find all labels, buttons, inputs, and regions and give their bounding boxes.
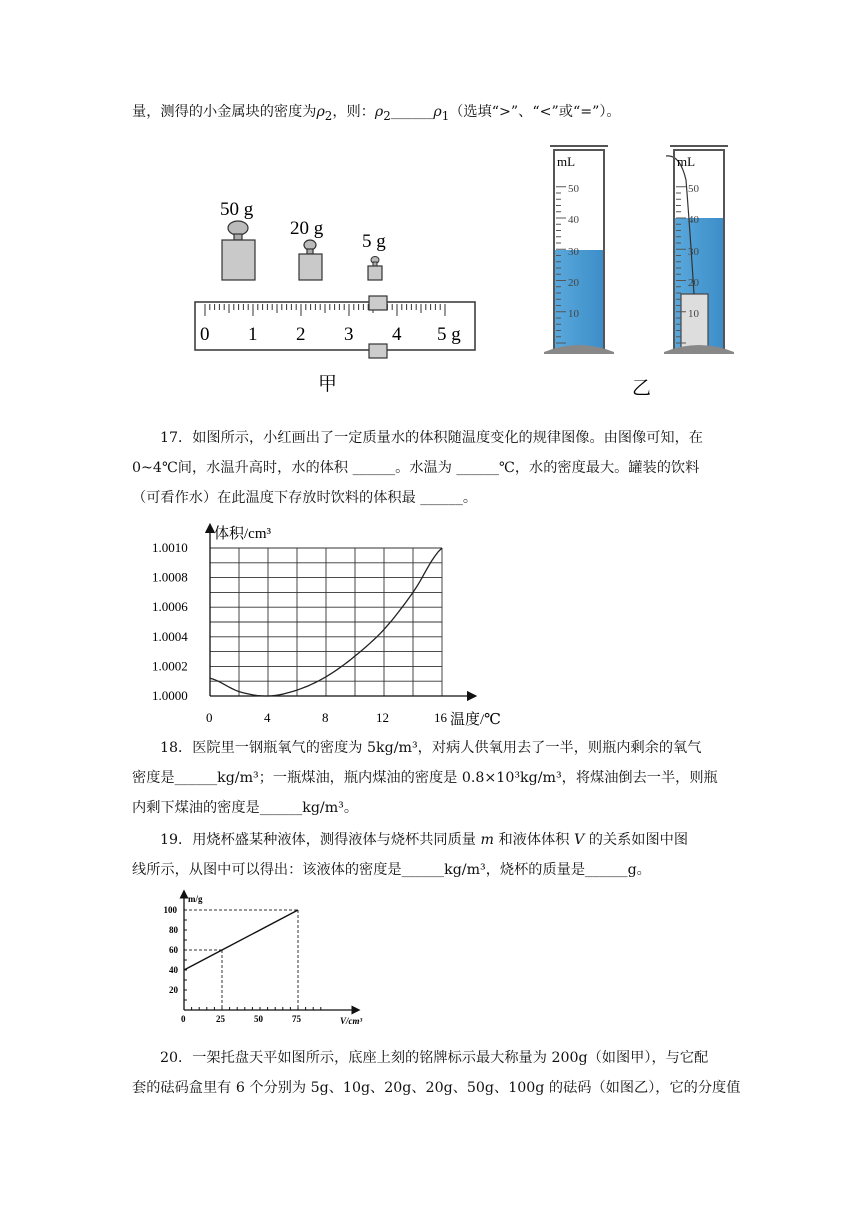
- tick-right-10: 10: [688, 308, 699, 320]
- metal-block: [681, 294, 708, 350]
- ruler-label-0: 0: [200, 324, 210, 345]
- tick-right-30: 30: [688, 246, 699, 258]
- x-tick-label-2: 50: [254, 1014, 263, 1024]
- q18-line2: 密度是______kg/m³；一瓶煤油，瓶内煤油的密度是 0.8×10³kg/m³，将煤油倒去一半，则瓶: [132, 770, 718, 786]
- cylinder-left: [544, 146, 614, 354]
- weight-label-5g: 5 g: [362, 231, 386, 252]
- rho-subscript-1: 1: [441, 108, 450, 123]
- tick-left-40: 40: [568, 214, 579, 226]
- rho-symbol-3: ρ: [433, 104, 442, 120]
- q16-blank[interactable]: ______: [390, 104, 434, 120]
- q17-line3: （可看作水）在此温度下存放时饮料的体积最 ______。: [132, 490, 478, 506]
- x-axis-label: 温度/℃: [450, 712, 501, 728]
- y-tick-label: 1.0010: [152, 540, 188, 555]
- x-tick-label: 0: [206, 710, 213, 725]
- q20-line2: 套的砝码盒里有 6 个分别为 5g、10g、20g、20g、50g、100g 的砝码（如图乙），它的分度值: [132, 1080, 741, 1096]
- figure-jia-balance: [190, 190, 490, 400]
- weight-50g-icon: [222, 221, 255, 280]
- tick-right-20: 20: [688, 277, 699, 289]
- y-tick-label-2: 40: [169, 965, 178, 975]
- q18-line1: 18．医院里一钢瓶氧气的密度为 5kg/m³，对病人供氧用去了一半，则瓶内剩余的氧气: [160, 740, 702, 756]
- q20-line1: 20．一架托盘天平如图所示，底座上刻的铭牌标示最大称量为 200g（如图甲），与它配: [160, 1050, 709, 1066]
- x-axis-label-2: V/cm³: [340, 1016, 363, 1026]
- q17-line1: 17．如图所示，小红画出了一定质量水的体积随温度变化的规律图像。由图像可知，在: [160, 430, 703, 446]
- ruler-label-3: 3: [344, 324, 354, 345]
- ruler-label-1: 1: [248, 324, 258, 345]
- x-tick-label: 8: [322, 710, 329, 725]
- ruler-label-5g: 5 g: [437, 324, 461, 345]
- tick-left-10: 10: [568, 308, 579, 320]
- mass-line: [184, 910, 298, 970]
- x-tick-label: 12: [376, 710, 389, 725]
- caption-jia: 甲: [318, 374, 338, 395]
- y-tick-label-2: 80: [169, 925, 178, 935]
- figure-yi-cylinders: [540, 140, 740, 400]
- tick-right-50: 50: [688, 183, 699, 195]
- q19-text-b: 和液体体积: [493, 832, 574, 848]
- caption-yi: 乙: [632, 378, 652, 399]
- cylinder-right: [664, 146, 734, 354]
- q19-var-m: m: [480, 832, 494, 848]
- volume-temperature-chart: [150, 520, 510, 730]
- y-tick-label: 1.0004: [152, 628, 188, 644]
- q16-line: [132, 102, 621, 126]
- y-tick-label: 1.0006: [152, 599, 188, 615]
- y-tick-label-2: 60: [169, 945, 178, 955]
- y-axis-label-2: m/g: [188, 894, 203, 904]
- rider-top[interactable]: [369, 296, 387, 310]
- y-tick-label: 1.0000: [152, 688, 188, 703]
- tick-left-20: 20: [568, 277, 579, 289]
- weight-20g-icon: [299, 240, 322, 280]
- weight-label-20g: 20 g: [290, 218, 324, 239]
- x-tick-label-2: 0: [181, 1014, 186, 1024]
- q18-line3: 内剩下煤油的密度是______kg/m³。: [132, 800, 359, 816]
- q19-line1: [160, 830, 688, 850]
- q16-text-post: （选填“>”、“<”或“=”）。: [449, 104, 621, 120]
- unit-right: mL: [677, 154, 696, 169]
- tick-right-40: 40: [688, 214, 699, 226]
- mass-volume-chart: [160, 888, 380, 1028]
- tick-left-50: 50: [568, 183, 579, 195]
- q19-line2: 线所示，从图中可以得出：该液体的密度是______kg/m³，烧杯的质量是______g。: [132, 862, 651, 878]
- ruler-label-2: 2: [296, 324, 306, 345]
- rider-bottom[interactable]: [369, 344, 387, 358]
- q19-var-v: V: [573, 832, 585, 848]
- rho-symbol-2: ρ: [374, 104, 384, 120]
- x-tick-label: 16: [434, 710, 447, 725]
- weight-5g-icon: [368, 257, 382, 281]
- y-tick-label-2: 20: [169, 985, 178, 995]
- x-tick-label: 4: [264, 710, 271, 725]
- q16-text-mid: ，则：: [332, 104, 375, 120]
- y-axis-label: 体积/cm³: [214, 526, 271, 542]
- x-tick-label-2: 25: [216, 1014, 225, 1024]
- x-tick-label-2: 75: [292, 1014, 301, 1024]
- q16-text-pre: 量，测得的小金属块的密度为: [132, 104, 317, 120]
- weight-label-50g: 50 g: [220, 199, 254, 220]
- rho-subscript-2: 2: [324, 108, 333, 123]
- y-tick-label: 1.0008: [152, 569, 188, 585]
- unit-left: mL: [557, 154, 576, 169]
- rho-subscript-2b: 2: [383, 108, 391, 123]
- water-left: [554, 250, 604, 350]
- y-tick-label: 1.0002: [152, 658, 188, 674]
- q19-text-c: 的关系如图中图: [584, 832, 689, 848]
- rho-symbol: ρ: [316, 104, 325, 120]
- tick-left-30: 30: [568, 246, 579, 258]
- q17-line2: 0~4℃间，水温升高时，水的体积 ______。水温为 ______℃，水的密度最大。罐装的饮料: [132, 460, 700, 476]
- ruler-label-4: 4: [392, 324, 402, 345]
- q19-text-a: 19．用烧杯盛某种液体，测得液体与烧杯共同质量: [160, 832, 481, 848]
- y-tick-label-2: 100: [163, 905, 177, 915]
